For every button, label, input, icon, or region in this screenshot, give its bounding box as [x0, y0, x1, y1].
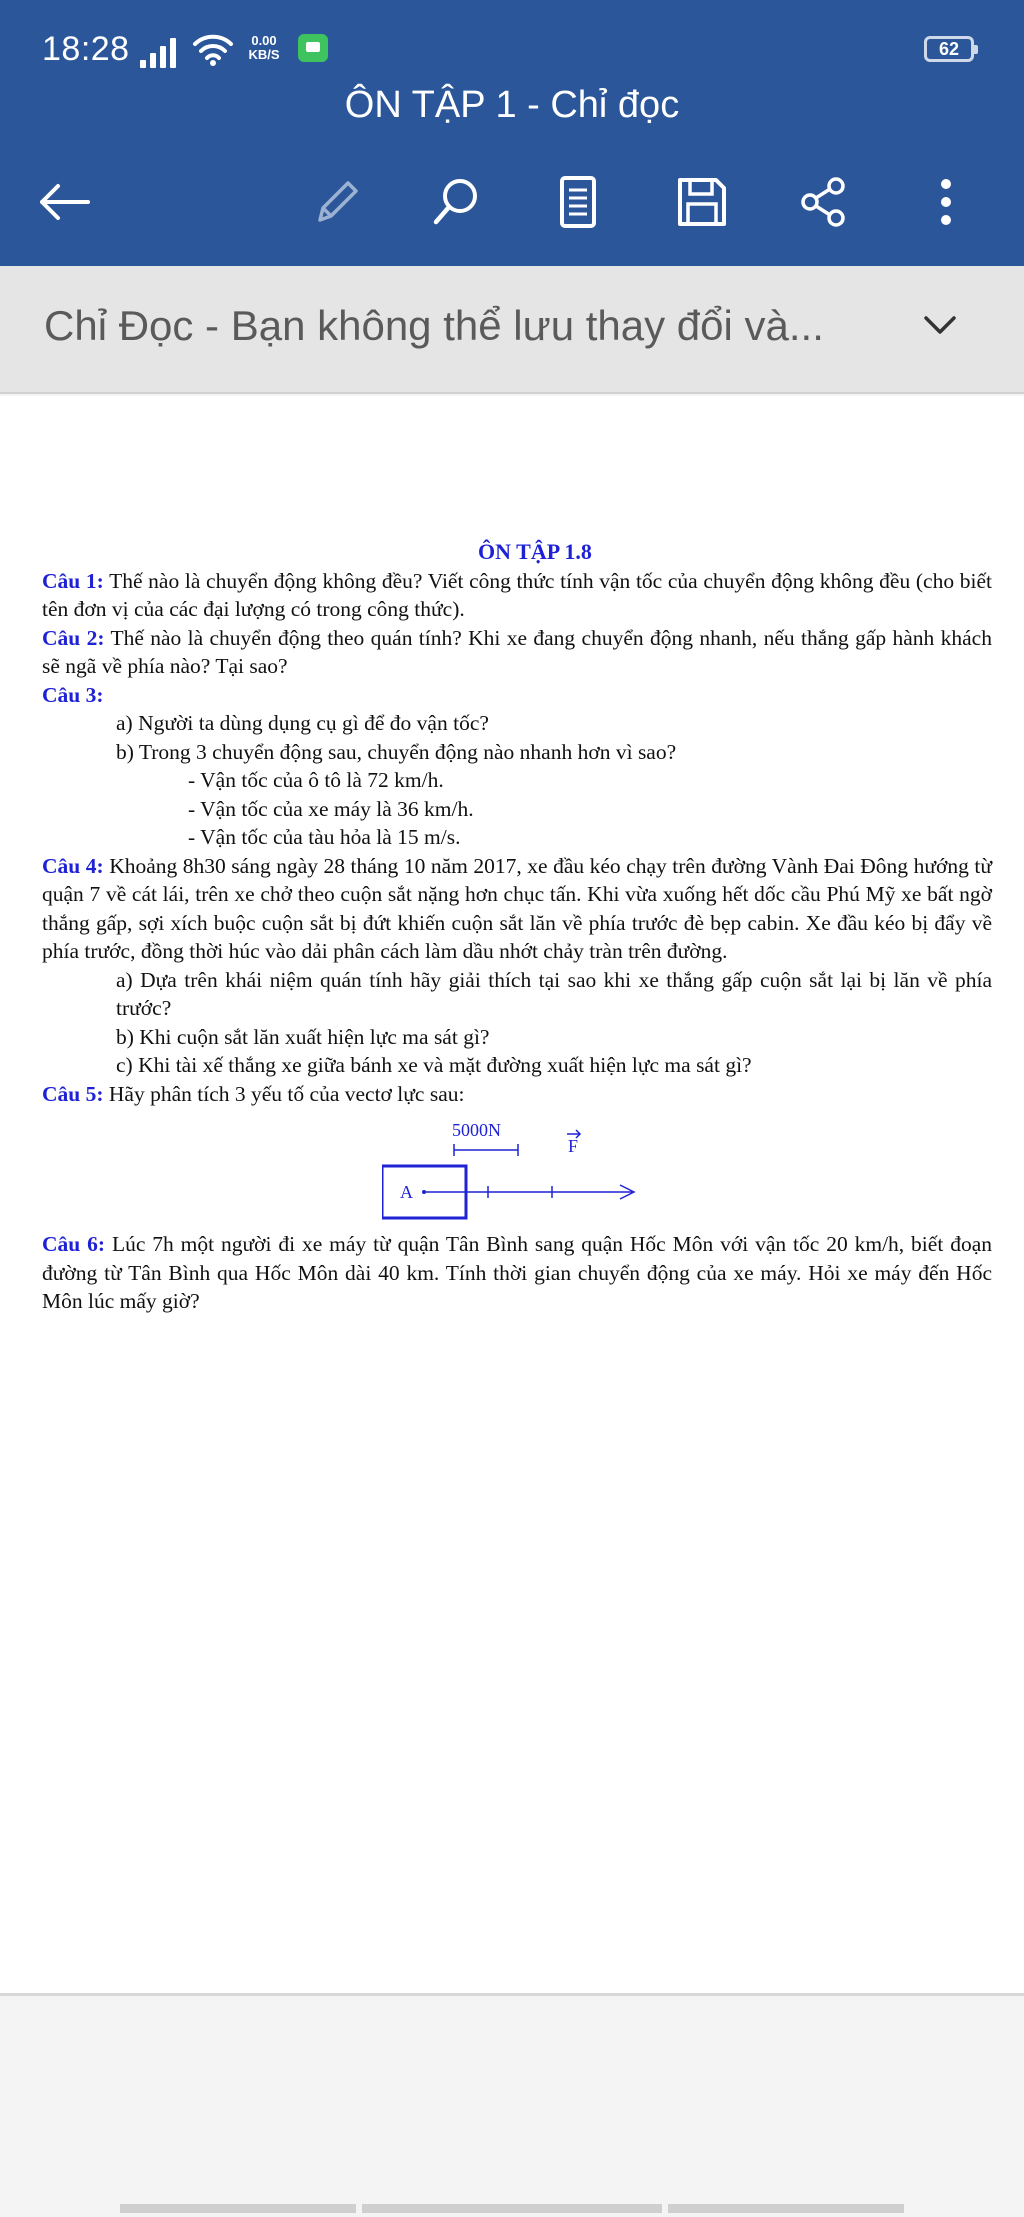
- question-2-label: Câu 2:: [42, 625, 105, 650]
- more-options-button[interactable]: [914, 170, 978, 234]
- more-icon: [936, 174, 956, 230]
- toolbar: [0, 160, 1024, 240]
- force-label: F: [568, 1136, 579, 1156]
- back-arrow-icon: [36, 182, 92, 222]
- object-label: A: [400, 1182, 413, 1202]
- question-3-b-item: - Vận tốc của ô tô là 72 km/h.: [188, 768, 444, 792]
- question-4-c: c) Khi tài xế thắng xe giữa bánh xe và mặt đường xuất hiện lực ma sát gì?: [116, 1053, 752, 1077]
- signal-icon: [140, 32, 184, 68]
- question-5: [42, 1080, 992, 1109]
- net-speed: [244, 34, 284, 62]
- question-3-b: b) Trong 3 chuyển động sau, chuyển động nào nhanh hơn vì sao?: [116, 739, 677, 764]
- pencil-icon: [308, 174, 364, 230]
- reading-view-icon: [554, 174, 602, 230]
- document-body: [42, 538, 992, 1316]
- question-1-text: Thế nào là chuyển động không đều? Viết công thức tính vận tốc của chuyển động không đều (cho biết tên đơn vị của các đại lượng có trong công thức).: [42, 568, 992, 621]
- document-title: ÔN TẬP 1 - Chỉ đọc: [344, 84, 680, 126]
- force-vector-diagram: [382, 1118, 682, 1228]
- question-1: [42, 567, 992, 624]
- question-3-b-item: - Vận tốc của xe máy là 36 km/h.: [188, 796, 474, 821]
- net-speed-value: 0.00: [251, 33, 277, 48]
- question-5-text: Hãy phân tích 3 yếu tố của vectơ lực sau:: [103, 1081, 465, 1106]
- question-3-b-item: - Vận tốc của tàu hỏa là 15 m/s.: [188, 825, 461, 849]
- question-2: [42, 624, 992, 681]
- question-4: [42, 852, 992, 966]
- navigation-bar-hint: [120, 2204, 356, 2213]
- question-2-text: Thế nào là chuyển động theo quán tính? Khi xe đang chuyển động nhanh, nếu thắng gấp hành khách sẽ ngã về phía nào? Tại sao?: [42, 625, 992, 678]
- reading-view-button[interactable]: [546, 170, 610, 234]
- message-notification-icon: [298, 34, 328, 62]
- question-5-label: Câu 5:: [42, 1081, 104, 1106]
- chevron-down-icon[interactable]: [920, 312, 960, 340]
- question-4-text: Khoảng 8h30 sáng ngày 28 tháng 10 năm 2017, xe đầu kéo chạy trên đường Vành Đai Đông hướng từ quận 7 về cát lái, trên xe chở theo cuộn sắt nặng hơn chục tấn. Khi vừa xuống hết dốc cầu Phú Mỹ xe bất ngờ thắng gấp, sợi xích buộc cuộn sắt bị đứt khiến cuộn sắt lăn về phía trước đè bẹp cabin. Xe đầu kéo bị đẩy về phía trước, đồng thời húc vào dải phân cách làm dầu nhớt chảy tràn trên đường.: [42, 853, 992, 963]
- battery-indicator: 62: [924, 36, 974, 62]
- question-4-b: b) Khi cuộn sắt lăn xuất hiện lực ma sát gì?: [116, 1024, 490, 1049]
- bottom-area: [0, 1996, 1024, 2217]
- search-icon: [428, 174, 484, 230]
- question-4-label: Câu 4:: [42, 853, 104, 878]
- read-only-banner[interactable]: [0, 266, 1024, 394]
- search-button[interactable]: [424, 170, 488, 234]
- wifi-icon: [192, 32, 234, 66]
- read-only-banner-text: Chỉ Đọc - Bạn không thể lưu thay đổi và...: [44, 302, 824, 349]
- document-page[interactable]: [0, 396, 1024, 1996]
- save-button[interactable]: [670, 170, 734, 234]
- edit-button[interactable]: [304, 170, 368, 234]
- question-3: [42, 681, 992, 710]
- question-6-label: Câu 6:: [42, 1232, 106, 1256]
- scale-label: 5000N: [452, 1120, 501, 1140]
- question-6: [42, 1230, 992, 1316]
- question-6-text: Lúc 7h một người đi xe máy từ quận Tân Bình sang quận Hốc Môn với vận tốc 20 km/h, biết đoạn đường từ Tân Bình qua Hốc Môn dài 40 km. Tính thời gian chuyển động của xe máy. Hỏi xe máy đến Hốc Môn lúc mấy giờ?: [42, 1232, 992, 1313]
- share-icon: [796, 174, 852, 230]
- save-icon: [674, 174, 730, 230]
- question-1-label: Câu 1:: [42, 568, 104, 593]
- status-time: 18:28: [42, 30, 130, 68]
- share-button[interactable]: [792, 170, 856, 234]
- force-vector-figure: [42, 1108, 992, 1230]
- question-4-a: a) Dựa trên khái niệm quán tính hãy giải thích tại sao khi xe thắng gấp cuộn sắt lại bị lăn về phía trước?: [116, 967, 992, 1020]
- navigation-bar-hint: [668, 2204, 904, 2213]
- question-3-a: a) Người ta dùng dụng cụ gì để đo vận tốc?: [116, 711, 489, 735]
- document-heading: ÔN TẬP 1.8: [478, 539, 592, 564]
- app-bar: [0, 0, 1024, 266]
- navigation-bar-hint: [362, 2204, 662, 2213]
- back-button[interactable]: [32, 170, 96, 234]
- question-3-label: Câu 3:: [42, 682, 104, 707]
- status-bar: [0, 0, 1024, 96]
- net-speed-unit: KB/S: [248, 47, 280, 62]
